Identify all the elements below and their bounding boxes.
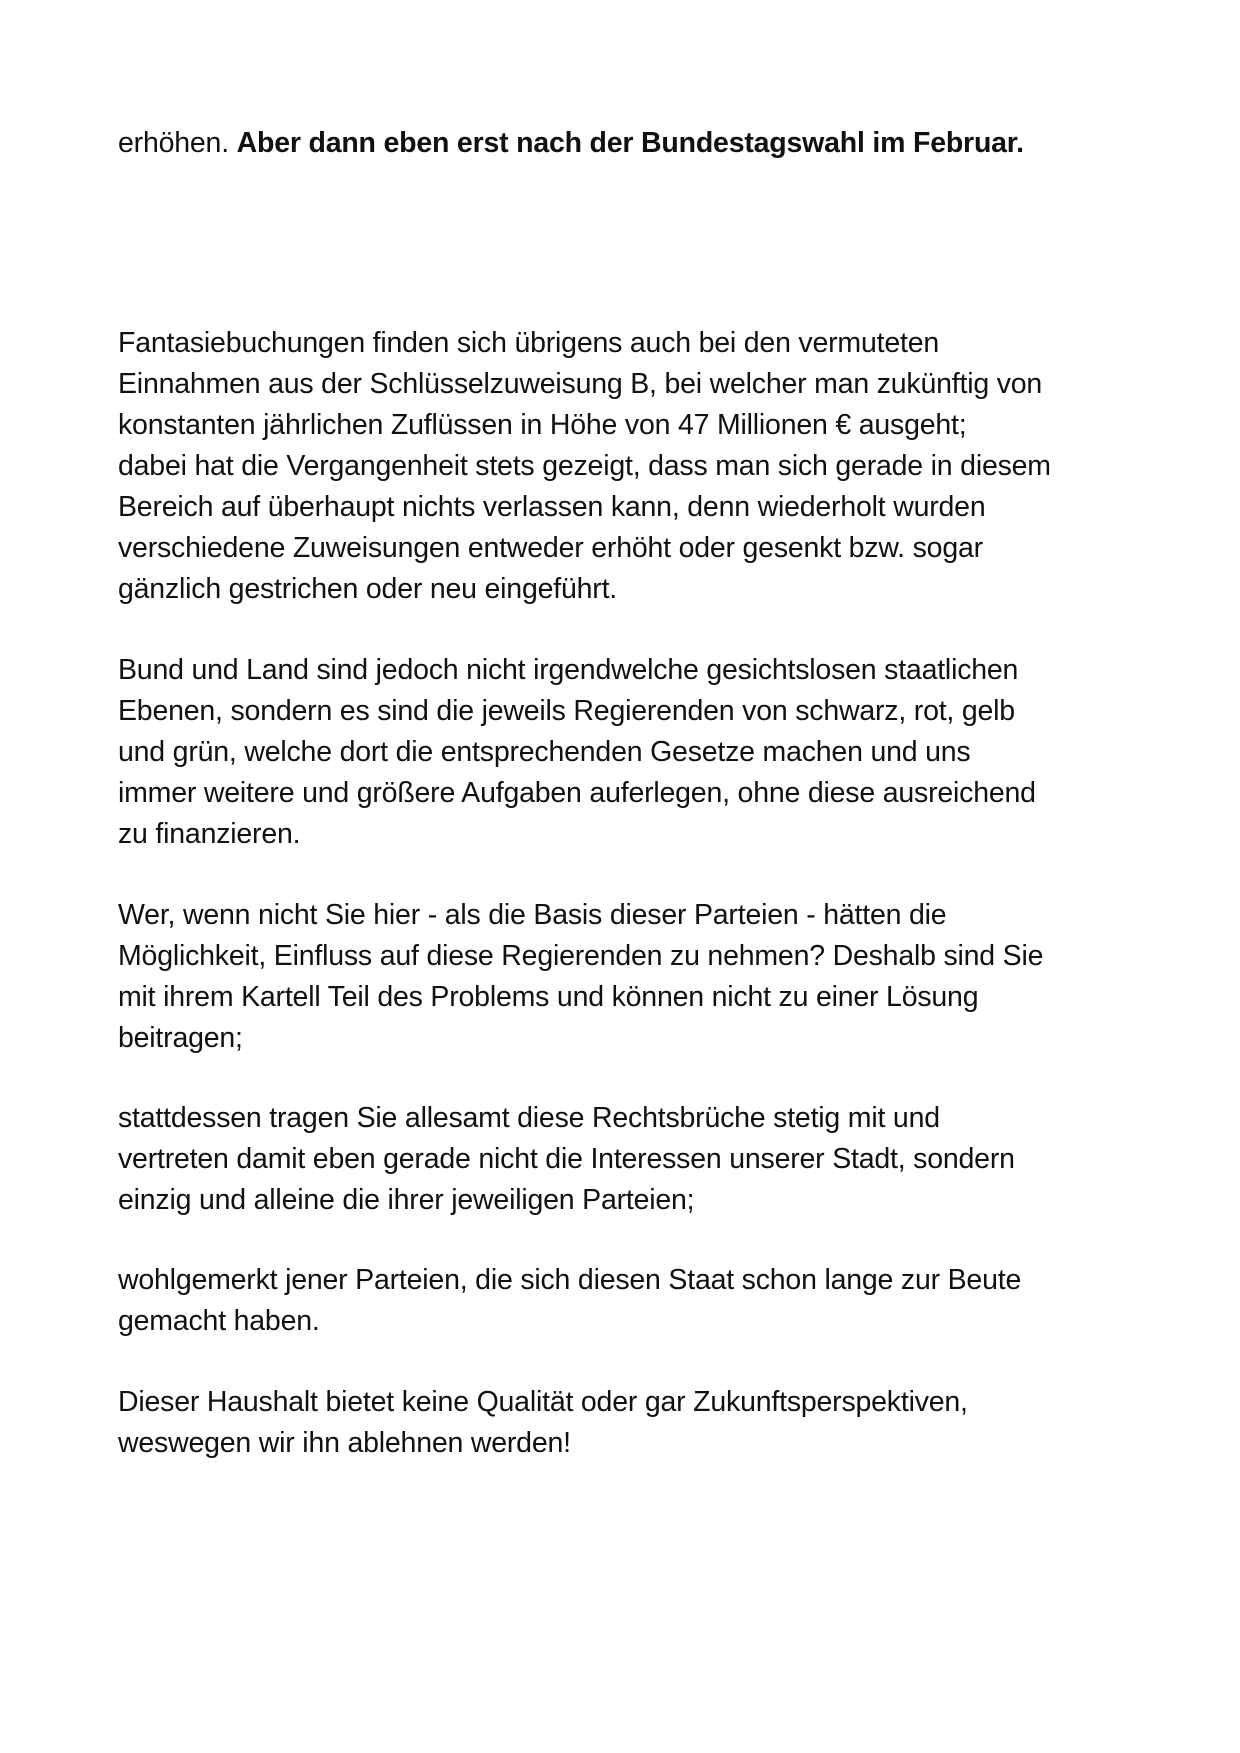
text-line: weswegen wir ihn ablehnen werden!: [118, 1427, 571, 1459]
text-line: zu finanzieren.: [118, 818, 301, 850]
text-line: dabei hat die Vergangenheit stets gezeigt, dass man sich gerade in diesem: [118, 450, 1051, 482]
text-line: Möglichkeit, Einfluss auf diese Regierenden zu nehmen? Deshalb sind Sie: [118, 940, 1044, 972]
text-line: und grün, welche dort die entsprechenden Gesetze machen und uns: [118, 736, 971, 768]
intro-bold-text: Aber dann eben erst nach der Bundestagswahl im Februar.: [236, 127, 1024, 159]
text-line: wohlgemerkt jener Parteien, die sich diesen Staat schon lange zur Beute: [118, 1264, 1022, 1296]
paragraph-instead: [118, 1098, 1015, 1221]
text-line: Bereich auf überhaupt nichts verlassen kann, denn wiederholt wurden: [118, 491, 986, 523]
text-line: Bund und Land sind jedoch nicht irgendwelche gesichtslosen staatlichen: [118, 654, 1019, 686]
text-line: beitragen;: [118, 1022, 243, 1054]
text-line: stattdessen tragen Sie allesamt diese Rechtsbrüche stetig mit und: [118, 1102, 940, 1134]
text-line: verschiedene Zuweisungen entweder erhöht oder gesenkt bzw. sogar: [118, 532, 983, 564]
text-line: konstanten jährlichen Zuflüssen in Höhe von 47 Millionen € ausgeht;: [118, 409, 967, 441]
intro-text: erhöhen.: [118, 127, 237, 159]
intro-paragraph: [118, 123, 1024, 164]
paragraph-mind-you: [118, 1260, 1021, 1342]
text-line: vertreten damit eben gerade nicht die Interessen unserer Stadt, sondern: [118, 1143, 1015, 1175]
text-line: mit ihrem Kartell Teil des Problems und können nicht zu einer Lösung: [118, 981, 979, 1013]
text-line: immer weitere und größere Aufgaben auferlegen, ohne diese ausreichend: [118, 777, 1036, 809]
paragraph-conclusion: [118, 1382, 968, 1464]
text-line: Ebenen, sondern es sind die jeweils Regierenden von schwarz, rot, gelb: [118, 695, 1015, 727]
text-line: Wer, wenn nicht Sie hier - als die Basis dieser Parteien - hätten die: [118, 899, 947, 931]
text-line: Fantasiebuchungen finden sich übrigens auch bei den vermuteten: [118, 327, 940, 359]
paragraph-federal-state: [118, 650, 1036, 855]
paragraph-party-base: [118, 895, 1043, 1059]
text-line: Einnahmen aus der Schlüsselzuweisung B, bei welcher man zukünftig von: [118, 368, 1043, 400]
text-line: einzig und alleine die ihrer jeweiligen Parteien;: [118, 1184, 695, 1216]
text-line: Dieser Haushalt bietet keine Qualität oder gar Zukunftsperspektiven,: [118, 1386, 968, 1418]
text-line: gänzlich gestrichen oder neu eingeführt.: [118, 573, 618, 605]
text-line: gemacht haben.: [118, 1305, 320, 1337]
paragraph-fantasy-bookings: [118, 323, 1051, 610]
